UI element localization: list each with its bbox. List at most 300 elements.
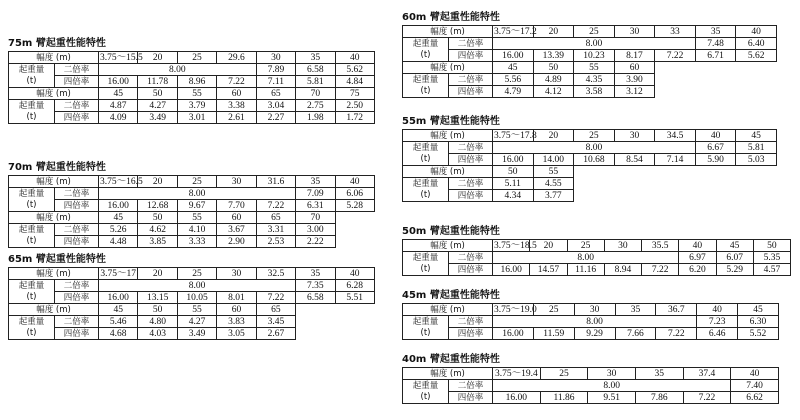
section-title: 40m 臂起重性能特性	[402, 354, 500, 365]
load-label: 起重量	[403, 38, 449, 50]
load-cell: 4.48	[99, 236, 138, 248]
load-chart-section	[402, 116, 776, 202]
radius-cell: 55	[177, 88, 216, 100]
radius-cell: 55	[574, 62, 615, 74]
quad-reeving-row	[403, 392, 779, 404]
double-reeving-row	[9, 280, 375, 292]
radius-cell: 70	[296, 88, 335, 100]
section-title: 45m 臂起重性能特性	[402, 290, 500, 301]
radius-cell: 30	[588, 368, 636, 380]
load-cell: 5.35	[753, 252, 790, 264]
load-cell: 4.68	[99, 328, 138, 340]
load-cell: 9.29	[574, 328, 615, 340]
load-cell: 5.26	[99, 224, 138, 236]
radius-row	[403, 240, 791, 252]
radius-row	[9, 304, 375, 316]
quad-reeving-label: 四倍率	[449, 392, 493, 404]
radius-cell: 30	[604, 240, 641, 252]
quad-reeving-row	[9, 200, 375, 212]
section-title: 60m 臂起重性能特性	[402, 12, 500, 23]
load-cell: 7.22	[217, 76, 256, 88]
double-reeving-row	[403, 380, 779, 392]
load-cell: 7.23	[697, 316, 738, 328]
load-table	[402, 239, 791, 276]
radius-label: 幅度 (m)	[403, 240, 493, 252]
radius-cell: 3.75～16.5	[100, 176, 143, 187]
radius-cell: 45	[493, 62, 534, 74]
radius-cell: 55	[177, 304, 216, 316]
load-cell: 4.09	[99, 112, 138, 124]
double-reeving-label: 二倍率	[55, 316, 99, 328]
load-cell: 3.33	[177, 236, 216, 248]
radius-cell: 3.75～17.8	[494, 130, 537, 141]
double-reeving-label: 二倍率	[449, 380, 493, 392]
radius-row	[403, 130, 777, 142]
radius-cell: 25	[177, 52, 216, 64]
radius-label: 幅度 (m)	[403, 368, 493, 380]
radius-row	[9, 88, 375, 100]
load-cell: 2.75	[296, 100, 335, 112]
double-reeving-label: 二倍率	[55, 224, 99, 236]
load-cell: 11.59	[533, 328, 574, 340]
unit-label: (t)	[403, 154, 449, 166]
load-cell: 16.00	[493, 154, 534, 166]
unit-label: (t)	[403, 50, 449, 62]
radius-cell: 60	[614, 62, 655, 74]
load-cell: 9.51	[588, 392, 636, 404]
load-cell: 6.97	[679, 252, 716, 264]
quad-reeving-row	[9, 76, 375, 88]
load-label: 起重量	[9, 280, 55, 292]
load-cell: 8.94	[604, 264, 641, 276]
radius-cell: 65	[256, 212, 295, 224]
radius-cell: 35	[635, 368, 683, 380]
radius-row	[403, 304, 779, 316]
radius-cell: 36.7	[656, 304, 697, 316]
blank-cell	[655, 74, 777, 86]
load-cell: 3.12	[614, 86, 655, 98]
load-cell: 10.68	[574, 154, 615, 166]
load-cell: 14.57	[530, 264, 567, 276]
load-cell: 4.35	[574, 74, 615, 86]
load-cell: 6.28	[335, 280, 374, 292]
blank-cell	[574, 178, 777, 190]
load-cell: 3.58	[574, 86, 615, 98]
load-cell: 2.53	[256, 236, 295, 248]
blank-cell	[296, 328, 375, 340]
radius-cell: 25	[540, 368, 588, 380]
radius-cell: 50	[493, 166, 534, 178]
radius-label: 幅度 (m)	[9, 268, 99, 280]
blank-cell	[296, 304, 375, 316]
load-chart-section	[8, 162, 374, 248]
radius-cell: 3.75～17.2	[494, 26, 537, 37]
load-cell: 5.52	[738, 328, 779, 340]
load-cell: 6.62	[731, 392, 779, 404]
load-table	[402, 303, 779, 340]
load-cell: 5.90	[695, 154, 736, 166]
quad-reeving-label: 四倍率	[55, 200, 99, 212]
load-cell: 2.22	[296, 236, 335, 248]
blank-cell	[574, 166, 777, 178]
load-cell: 7.66	[615, 328, 656, 340]
load-cell: 3.67	[217, 224, 256, 236]
quad-reeving-row	[403, 264, 791, 276]
radius-cell: 35	[615, 304, 656, 316]
load-cell: 6.30	[738, 316, 779, 328]
load-cell: 7.22	[642, 264, 679, 276]
radius-cell: 45	[716, 240, 753, 252]
radius-cell: 45	[736, 130, 777, 142]
double-reeving-row	[9, 64, 375, 76]
radius-cell: 40	[736, 26, 777, 38]
load-cell: 3.77	[533, 190, 574, 202]
load-cell: 6.06	[335, 188, 374, 200]
radius-cell: 50	[138, 304, 177, 316]
load-label: 起重量	[403, 142, 449, 154]
double-reeving-label: 二倍率	[449, 142, 493, 154]
load-cell: 2.50	[335, 100, 374, 112]
double-reeving-label: 二倍率	[449, 316, 493, 328]
unit-label: (t)	[403, 86, 449, 98]
radius-cell: 33	[655, 26, 696, 38]
radius-cell: 30	[217, 268, 256, 280]
radius-cell: 20	[138, 176, 177, 188]
radius-cell: 40	[679, 240, 716, 252]
load-cell: 3.05	[217, 328, 256, 340]
quad-reeving-label: 四倍率	[55, 76, 99, 88]
load-cell: 3.04	[256, 100, 295, 112]
radius-cell: 3.75～19.0	[494, 304, 537, 315]
load-cell: 6.40	[736, 38, 777, 50]
load-cell: 4.57	[753, 264, 790, 276]
radius-cell: 50	[533, 62, 574, 74]
radius-cell: 20	[533, 130, 574, 142]
double-reeving-row	[9, 188, 375, 200]
load-cell: 2.61	[217, 112, 256, 124]
radius-cell: 32.5	[256, 268, 295, 280]
double-reeving-row	[403, 142, 777, 154]
load-cell: 4.27	[177, 316, 216, 328]
load-label: 起重量	[9, 188, 55, 200]
radius-row	[9, 212, 375, 224]
quad-reeving-row	[403, 86, 777, 98]
radius-label: 幅度 (m)	[9, 304, 99, 316]
quad-reeving-row	[403, 328, 779, 340]
load-cell: 5.81	[296, 76, 335, 88]
radius-label: 幅度 (m)	[403, 166, 493, 178]
radius-cell: 45	[99, 212, 138, 224]
load-cell: 3.38	[217, 100, 256, 112]
radius-cell: 70	[296, 212, 335, 224]
radius-cell: 40	[335, 268, 374, 280]
load-cell: 3.85	[138, 236, 177, 248]
load-cell: 7.40	[731, 380, 779, 392]
load-cell: 4.89	[533, 74, 574, 86]
load-cell: 3.01	[177, 112, 216, 124]
quad-reeving-label: 四倍率	[449, 190, 493, 202]
unit-label: (t)	[9, 292, 55, 304]
load-cell: 4.62	[138, 224, 177, 236]
radius-cell: 29.6	[217, 52, 256, 64]
radius-cell: 35	[296, 176, 335, 188]
radius-cell: 55	[533, 166, 574, 178]
load-label: 起重量	[403, 316, 449, 328]
unit-label: (t)	[9, 236, 55, 248]
radius-cell: 30	[614, 26, 655, 38]
quad-reeving-label: 四倍率	[55, 112, 99, 124]
load-chart-section	[402, 12, 776, 98]
load-cell: 3.49	[138, 112, 177, 124]
load-cell: 11.86	[540, 392, 588, 404]
load-cell: 3.90	[614, 74, 655, 86]
load-cell: 7.22	[256, 200, 295, 212]
load-cell: 3.79	[177, 100, 216, 112]
blank-cell	[335, 224, 374, 236]
radius-row	[403, 166, 777, 178]
load-chart-section	[402, 354, 778, 404]
radius-cell: 50	[753, 240, 790, 252]
unit-label: (t)	[403, 264, 449, 276]
load-cell: 5.46	[99, 316, 138, 328]
load-cell: 16.00	[99, 200, 138, 212]
load-cell: 6.20	[679, 264, 716, 276]
radius-cell: 30	[217, 176, 256, 188]
load-label: 起重量	[9, 100, 55, 112]
radius-cell: 35	[296, 52, 335, 64]
load-cell: 16.00	[493, 50, 534, 62]
load-cell: 6.31	[296, 200, 335, 212]
load-cell: 8.17	[614, 50, 655, 62]
double-reeving-label: 二倍率	[55, 64, 99, 76]
section-title: 50m 臂起重性能特性	[402, 226, 500, 237]
load-cell: 10.05	[177, 292, 216, 304]
radius-row	[403, 26, 777, 38]
load-table	[402, 25, 777, 98]
load-cell: 7.09	[296, 188, 335, 200]
quad-reeving-label: 四倍率	[449, 50, 493, 62]
load-cell: 14.00	[533, 154, 574, 166]
load-cell: 5.56	[493, 74, 534, 86]
quad-reeving-row	[403, 190, 777, 202]
merged-load-cell: 8.00	[493, 38, 696, 50]
load-cell: 4.87	[99, 100, 138, 112]
radius-cell: 30	[614, 130, 655, 142]
load-cell: 5.62	[736, 50, 777, 62]
quad-reeving-row	[9, 236, 375, 248]
radius-cell: 35.5	[642, 240, 679, 252]
load-cell: 16.00	[493, 392, 541, 404]
load-cell: 13.39	[533, 50, 574, 62]
radius-cell: 25	[574, 130, 615, 142]
radius-cell: 3.75～18.5	[494, 240, 537, 251]
radius-cell: 3.75～17	[100, 268, 137, 279]
radius-cell: 40	[335, 52, 374, 64]
radius-cell: 65	[256, 88, 295, 100]
radius-label: 幅度 (m)	[9, 88, 99, 100]
quad-reeving-label: 四倍率	[449, 86, 493, 98]
radius-cell: 40	[335, 176, 374, 188]
radius-cell: 55	[177, 212, 216, 224]
radius-label: 幅度 (m)	[403, 304, 493, 316]
section-title: 70m 臂起重性能特性	[8, 162, 106, 173]
double-reeving-label: 二倍率	[55, 188, 99, 200]
load-cell: 3.00	[296, 224, 335, 236]
load-cell: 7.22	[683, 392, 731, 404]
load-label: 起重量	[403, 74, 449, 86]
load-label: 起重量	[9, 316, 55, 328]
radius-cell: 65	[256, 304, 295, 316]
unit-label: (t)	[403, 328, 449, 340]
load-cell: 5.03	[736, 154, 777, 166]
load-cell: 7.86	[635, 392, 683, 404]
quad-reeving-label: 四倍率	[449, 264, 493, 276]
radius-row	[9, 268, 375, 280]
load-label: 起重量	[403, 178, 449, 190]
blank-cell	[335, 236, 374, 248]
radius-cell: 50	[138, 88, 177, 100]
load-cell: 1.98	[296, 112, 335, 124]
load-table	[402, 367, 779, 404]
load-cell: 8.54	[614, 154, 655, 166]
load-cell: 4.34	[493, 190, 534, 202]
quad-reeving-row	[403, 50, 777, 62]
radius-cell: 20	[138, 52, 177, 64]
load-label: 起重量	[403, 252, 449, 264]
load-cell: 7.22	[256, 292, 295, 304]
double-reeving-label: 二倍率	[55, 100, 99, 112]
load-cell: 13.15	[138, 292, 177, 304]
quad-reeving-row	[9, 328, 375, 340]
radius-cell: 20	[530, 240, 567, 252]
quad-reeving-row	[9, 100, 375, 112]
double-reeving-label: 二倍率	[449, 38, 493, 50]
radius-label: 幅度 (m)	[9, 212, 99, 224]
radius-cell: 25	[177, 268, 216, 280]
load-cell: 5.81	[736, 142, 777, 154]
double-reeving-row	[403, 252, 791, 264]
radius-cell: 35	[296, 268, 335, 280]
load-cell: 1.72	[335, 112, 374, 124]
merged-load-cell: 8.00	[99, 188, 296, 200]
load-chart-section	[402, 290, 778, 340]
load-cell: 8.01	[217, 292, 256, 304]
quad-reeving-label: 四倍率	[449, 154, 493, 166]
radius-cell: 75	[335, 88, 374, 100]
load-cell: 4.03	[138, 328, 177, 340]
load-cell: 5.11	[493, 178, 534, 190]
double-reeving-label: 二倍率	[449, 74, 493, 86]
double-reeving-label: 二倍率	[449, 252, 493, 264]
merged-load-cell: 8.00	[99, 280, 296, 292]
radius-label: 幅度 (m)	[9, 52, 99, 64]
radius-cell: 60	[217, 304, 256, 316]
load-cell: 6.67	[695, 142, 736, 154]
blank-cell	[335, 212, 374, 224]
merged-load-cell: 8.00	[493, 142, 696, 154]
load-table	[402, 129, 777, 202]
radius-label: 幅度 (m)	[403, 62, 493, 74]
unit-label: (t)	[9, 328, 55, 340]
load-label: 起重量	[403, 380, 449, 392]
load-cell: 3.45	[256, 316, 295, 328]
load-cell: 4.80	[138, 316, 177, 328]
load-cell: 7.22	[656, 328, 697, 340]
radius-cell: 30	[574, 304, 615, 316]
load-cell: 16.00	[99, 76, 138, 88]
load-chart-section	[8, 254, 374, 340]
load-cell: 6.07	[716, 252, 753, 264]
radius-cell: 40	[695, 130, 736, 142]
quad-reeving-label: 四倍率	[55, 292, 99, 304]
blank-cell	[655, 86, 777, 98]
load-cell: 4.84	[335, 76, 374, 88]
load-cell: 8.96	[177, 76, 216, 88]
radius-cell: 25	[177, 176, 216, 188]
radius-cell: 50	[138, 212, 177, 224]
radius-cell: 3.75～19.4	[493, 368, 541, 380]
radius-cell: 60	[217, 88, 256, 100]
quad-reeving-label: 四倍率	[449, 328, 493, 340]
load-cell: 6.46	[697, 328, 738, 340]
section-title: 65m 臂起重性能特性	[8, 254, 106, 265]
radius-row	[403, 62, 777, 74]
load-cell: 4.79	[493, 86, 534, 98]
radius-cell: 25	[574, 26, 615, 38]
section-title: 55m 臂起重性能特性	[402, 116, 500, 127]
radius-cell: 60	[217, 212, 256, 224]
load-cell: 16.00	[493, 264, 530, 276]
load-cell: 16.00	[493, 328, 534, 340]
load-cell: 9.67	[177, 200, 216, 212]
radius-cell: 25	[533, 304, 574, 316]
unit-label: (t)	[403, 190, 449, 202]
quad-reeving-row	[9, 316, 375, 328]
load-cell: 4.12	[533, 86, 574, 98]
load-cell: 7.35	[296, 280, 335, 292]
radius-cell: 31.6	[256, 176, 295, 188]
radius-cell: 37.4	[683, 368, 731, 380]
load-chart-section	[8, 38, 374, 124]
quad-reeving-label: 四倍率	[55, 328, 99, 340]
load-table	[8, 51, 375, 124]
load-cell: 4.27	[138, 100, 177, 112]
load-cell: 6.71	[695, 50, 736, 62]
quad-reeving-row	[9, 112, 375, 124]
radius-cell: 25	[567, 240, 604, 252]
radius-cell: 3.75～15.5	[100, 52, 143, 63]
load-table	[8, 267, 375, 340]
load-cell: 10.23	[574, 50, 615, 62]
load-cell: 2.27	[256, 112, 295, 124]
blank-cell	[574, 190, 777, 202]
double-reeving-label: 二倍率	[55, 280, 99, 292]
radius-cell: 20	[533, 26, 574, 38]
load-cell: 7.14	[655, 154, 696, 166]
load-cell: 3.83	[217, 316, 256, 328]
load-cell: 7.89	[256, 64, 295, 76]
double-reeving-label: 二倍率	[449, 178, 493, 190]
load-cell: 6.58	[296, 64, 335, 76]
load-cell: 11.16	[567, 264, 604, 276]
quad-reeving-row	[403, 154, 777, 166]
load-cell: 4.55	[533, 178, 574, 190]
load-cell: 6.58	[296, 292, 335, 304]
load-cell: 5.51	[335, 292, 374, 304]
load-cell: 7.11	[256, 76, 295, 88]
load-cell: 16.00	[99, 292, 138, 304]
load-cell: 7.48	[695, 38, 736, 50]
